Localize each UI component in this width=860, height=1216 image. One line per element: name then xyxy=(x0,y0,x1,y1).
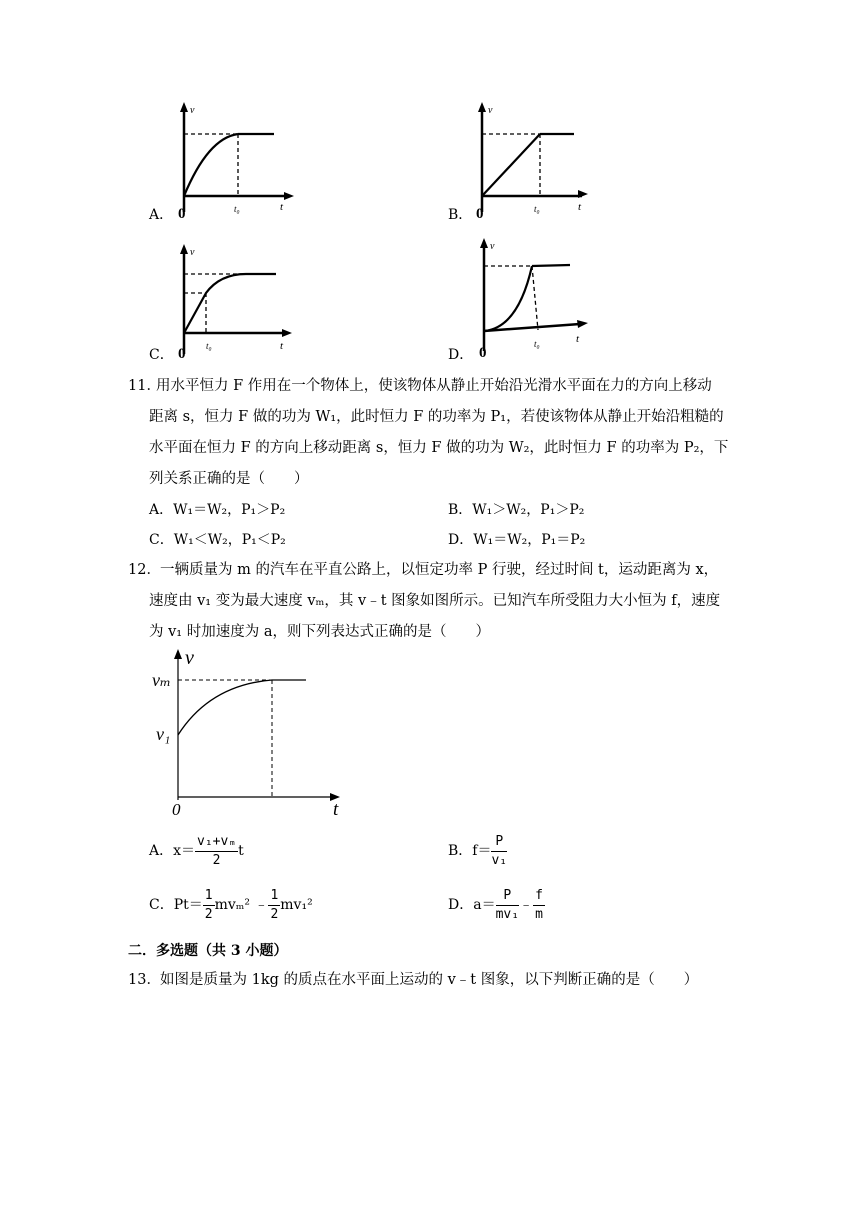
q12-option-d[interactable]: D．a＝ $\frac{P}{\text{mv₁}}$ ﹣ $\frac{f}{m}$ xyxy=(448,887,543,922)
graph-a xyxy=(168,100,298,225)
q11-line2: 距离 s，恒力 F 做的功为 W₁，此时恒力 F 的功率为 P₁，若使该物体从静止开始沿粗糙的 xyxy=(149,409,724,425)
graph-b xyxy=(466,100,596,225)
q12-graph-vm-label: vₘ xyxy=(152,670,172,690)
graph-c-t0: t₀ xyxy=(206,341,212,351)
graph-d-t-label: t xyxy=(576,333,580,345)
graph-c-v-label: v xyxy=(190,247,195,258)
option-c-label: C． xyxy=(149,347,174,363)
q10-options xyxy=(0,0,860,370)
q12-graph-v1-label: v₁ xyxy=(156,724,171,744)
graph-b-v-label: v xyxy=(488,105,493,116)
q13-text: 如图是质量为 1kg 的质点在水平面上运动的 v﹣t 图象，以下判断正确的是（ ） xyxy=(160,972,699,988)
graph-b-t0: t₀ xyxy=(534,204,540,214)
option-b-label: B． xyxy=(448,207,473,223)
q12-number: 12． xyxy=(128,562,161,578)
q12-line1: 一辆质量为 m 的汽车在平直公路上，以恒定功率 P 行驶，经过时间 t，运动距离为 x， xyxy=(160,562,719,578)
graph-b-origin: 0 xyxy=(476,206,484,222)
graph-c-origin: 0 xyxy=(178,346,186,362)
q12-option-a[interactable]: A．x＝ $\frac{\text{v₁+vₘ}}{2}$ t xyxy=(149,833,244,868)
q12-graph-v-label: v xyxy=(185,647,194,669)
q11-number: 11． xyxy=(128,378,161,394)
q12-option-c[interactable]: C．Pt＝ $\frac{1}{2}$ mvₘ² ﹣ $\frac{1}{2}$ mv₁² xyxy=(149,887,313,922)
q11-line3: 水平面在恒力 F 的方向上移动距离 s，恒力 F 做的功为 W₂，此时恒力 F 的功率为 P₂，下 xyxy=(149,440,729,456)
q12-graph-t-label: t xyxy=(333,799,339,820)
q11-line4: 列关系正确的是（ ） xyxy=(149,471,309,487)
graph-d-v-label: v xyxy=(490,241,495,252)
q11-line1: 用水平恒力 F 作用在一个物体上，使该物体从静止开始沿光滑水平面在力的方向上移动 xyxy=(156,378,712,394)
graph-d-origin: 0 xyxy=(479,345,487,361)
q11-option-c[interactable]: C．W₁＜W₂，P₁＜P₂ xyxy=(149,532,286,548)
q12-line3: 为 v₁ 时加速度为 a，则下列表达式正确的是（ ） xyxy=(149,624,490,640)
q12-graph-origin: 0 xyxy=(172,800,181,819)
graph-c xyxy=(168,242,298,367)
q13-number: 13． xyxy=(128,972,161,988)
option-d-label: D． xyxy=(448,347,474,363)
graph-d xyxy=(466,236,596,366)
section2-heading: 二．多选题（共 3 小题） xyxy=(128,943,288,959)
q11-option-d[interactable]: D．W₁＝W₂，P₁＝P₂ xyxy=(448,532,586,548)
q12-vt-graph xyxy=(150,645,350,820)
graph-a-v-label: v xyxy=(190,105,195,116)
option-a-label: A． xyxy=(149,207,174,223)
graph-d-t0: t₀ xyxy=(534,339,540,349)
graph-a-origin: 0 xyxy=(178,206,186,222)
graph-a-t0: t₀ xyxy=(234,204,240,214)
graph-c-t-label: t xyxy=(280,340,284,352)
graph-b-t-label: t xyxy=(578,201,582,213)
q12-option-b[interactable]: B．f＝ $\frac{P}{\text{v₁}}$ xyxy=(448,833,508,868)
q12-line2: 速度由 v₁ 变为最大速度 vₘ，其 v﹣t 图象如图所示。已知汽车所受阻力大小恒为 f，速度 xyxy=(149,593,721,609)
q11-option-a[interactable]: A．W₁＝W₂，P₁＞P₂ xyxy=(149,502,286,518)
graph-a-t-label: t xyxy=(280,201,284,213)
q11-option-b[interactable]: B．W₁＞W₂，P₁＞P₂ xyxy=(448,502,585,518)
